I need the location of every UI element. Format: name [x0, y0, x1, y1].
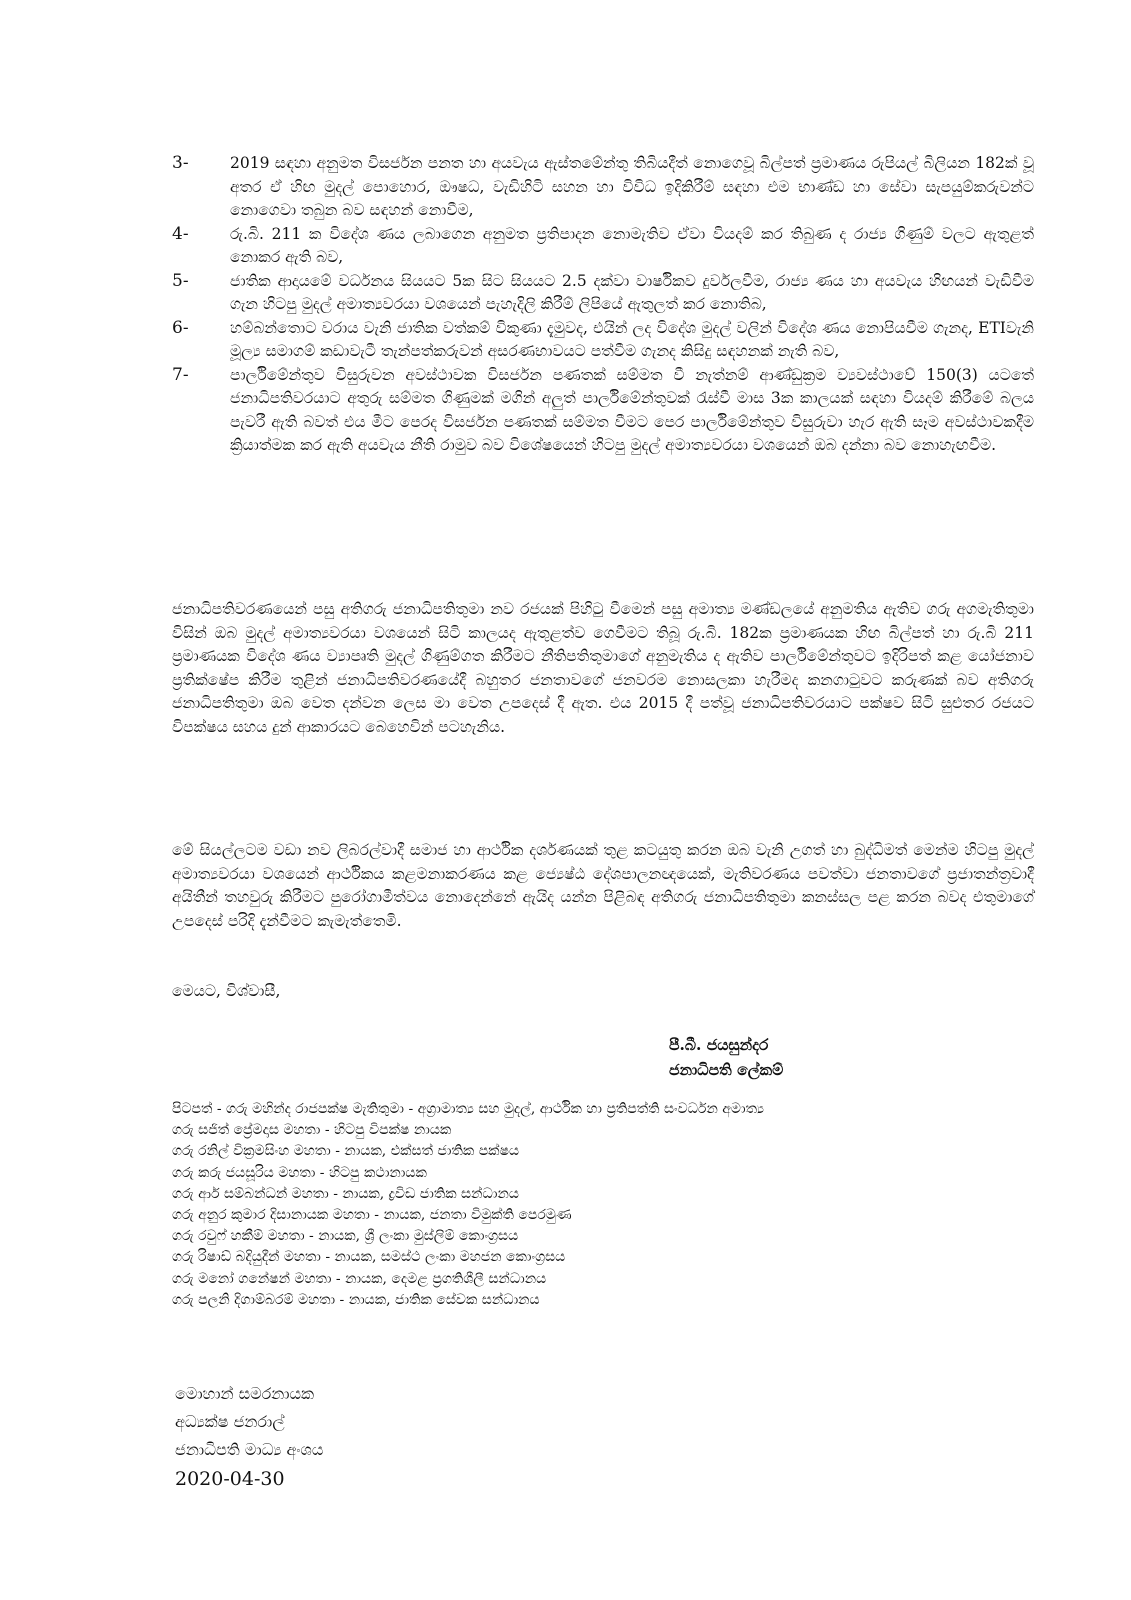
body-paragraph: ජනාධිපතිවරණයෙන් පසු අතිගරු ජනාධිපතිතුමා නව රජයක් පිහිටු වීමෙන් පසු අමාත්‍ය මණ්ඩලයේ අනුමතිය ඇතිව ගරු අගමැතිතුමා විසින් ඔබ මුදල් අමාත්‍යවරයා වශයෙන් සිටි කාලයද ඇතුළත්ව ගෙවීමට තිබූ රු.බි. 182ක ප්‍රමාණයක හිඟ බිල්පත් හා රු.බි 211 ප්‍රමාණයක විදේශ ණය ව්‍යාපෘති මුදල් ගිණුම්ගත කිරීමට නීතිපතිතුමාගේ අනුමැතිය ද ඇතිව පාර්ලිමේන්තුවට ඉදිරිපත් කළ යෝජනාව ප්‍රතික්ෂේප කිරීම තුළින් ජනාධිපතිවරණයේදී බහුතර ජනතාවගේ ජනවරම නොසලකා හැරීමද කනගාටුවට කරුණක් බව අතිගරු ජනාධිපතිතුමා ඔබ වෙත දන්වන ලෙස මා වෙත උපදෙස් දී ඇත. එය 2015 දී පත්වූ ජනාධිපතිවරයාට පක්ෂව සිටි සුළුතර රජයට විපක්ෂය සහය දුන් ආකාරයට බෙහෙවින් පටහැනිය. — [172, 600, 1034, 736]
point-number: 7- — [172, 364, 189, 385]
point-number: 5- — [172, 270, 189, 291]
point-text: පාර්ලිමේන්තුව විසුරුවන අවස්ථාවක විසර්ජන පණතක් සම්මත වී නැත්නම් ආණ්ඩුක්‍රම ව්‍යවස්ථාවේ 150(3) යටතේ ජනාධිපතිවරයාට අතුරු සම්මත ගිණුමක් මගින් අලුත් පාර්ලිමේන්තුවක් රැස්වී මාස 3ක කාලයක් සඳහා වියදම් කිරීමේ බලය පැවරී ඇති බවත් එය මීට පෙරද විසර්ජන පණතක් සම්මත වීමට පෙර පාර්ලිමේන්තුව විසුරුවා හැර ඇති සෑම අවස්ථාවකදීම ක්‍රියාත්මක කර ඇති අයවැය නීති රාමුව බව විශේෂයෙන් හිටපු මුදල් අමාත්‍යවරයා වශයෙන් ඔබ දන්නා බව නොහැඟවීම. — [230, 365, 1034, 454]
list-item — [172, 270, 1034, 317]
copy-recipient: ගරු පලනි දිගාම්බරම් මහතා - නායක, ජාතික සේවක සන්ධානය — [172, 1291, 540, 1308]
numbered-points-list — [172, 152, 1034, 458]
media-office-block — [175, 1380, 323, 1494]
signatory-name: පී.බී. ජයසුන්දර — [669, 1035, 769, 1054]
copy-recipient: ගරු ආර් සම්බන්ධන් මහතා - නායක, ද්‍රවිඩ ජාතික සන්ධානය — [172, 1185, 519, 1202]
media-division: ජනාධිපති මාධ්‍ය අංශය — [175, 1440, 324, 1459]
copy-recipient: ගරු රවුෆ් හකීම් මහතා - නායක, ශ්‍රී ලංකා මුස්ලිම් කොංග්‍රසය — [172, 1228, 519, 1245]
copy-recipient: ගරු කරු ජයසූරිය මහතා - හිටපු කථානායක — [172, 1164, 427, 1181]
list-item — [172, 152, 1034, 223]
list-item — [172, 364, 1034, 458]
copy-recipient: පිටපත් - ගරු මහින්ද රාජපක්ෂ මැතිතුමා - අග්‍රාමාත්‍ය සහ මුදල්, ආර්ථික හා ප්‍රතිපත්ති සංවර්ධන අමාත්‍ය — [172, 1101, 764, 1117]
media-officer-title: අධ්‍යක්ෂ ජනරාල් — [175, 1412, 285, 1431]
copy-recipient: ගරු මනෝ ගනේෂන් මහතා - නායක, දෙමළ ප්‍රගතිශීලී සන්ධානය — [172, 1270, 547, 1287]
body-paragraph: මේ සියල්ලටම වඩා නව ලිබරල්වාදී සමාජ හා ආර්ථික දර්ශණයක් තුළ කටයුතු කරන ඔබ වැනි උගත් හා බුද්ධිමත් මෙන්ම හිටපු මුදල් අමාත්‍යවරයා වශයෙන් ආර්ථිකය කළමනාකරණය කළ ජ්‍යෙෂ්ඨ දේශපාලනඥයෙක්, මැතිවරණය පවත්වා ජනතාවගේ ප්‍රජාතන්ත්‍රවාදී අයිතීන් තහවුරු කිරීමට පුරෝගාමීත්වය නොදෙන්නේ ඇයිද යන්න පිළිබඳ අතිගරු ජනාධිපතිතුමා කනස්සල පළ කරන බවද එතුමාගේ උපදෙස් පරිදි දැන්වීමට කැමැත්තෙමි. — [172, 841, 1034, 930]
point-number: 4- — [172, 223, 189, 244]
copy-recipient: ගරු රනිල් වික්‍රමසිංහ මහතා - නායක, එක්සත් ජාතික පක්ෂය — [172, 1143, 520, 1160]
point-text: රු.බි. 211 ක විදේශ ණය ලබාගෙන අනුමත ප්‍රතිපාදන නොමැතිව ඒවා වියදම් කර තිබුණ ද රාජ්‍ය ගිණුම් වලට ඇතුළත් නොකර ඇති බව, — [230, 224, 1034, 266]
signature-block — [669, 1032, 783, 1082]
list-item — [172, 317, 1034, 364]
signatory-title: ජනාධිපති ලේකම් — [669, 1060, 784, 1079]
media-officer-name: මොහාන් සමරනායක — [175, 1384, 315, 1403]
closing-salutation: මෙයට, විශ්වාසී, — [172, 982, 281, 1000]
copy-recipient: ගරු සජිත් ප්‍රේමදාස මහතා - හිටපු විපක්ෂ නායක — [172, 1122, 452, 1139]
point-text: 2019 සඳහා අනුමත විසර්ජන පනත හා අයවැය ඇස්තමේන්තු තිබියදීත් නොගෙවූ බිල්පත් ප්‍රමාණය රුපියල් බිලියන 182ක් වූ අතර ඒ හිඟ මුදල් පොහොර, ඖෂධ, වැඩිහිටි සහන හා විවිධ ඉදිකිරීම් සඳහා එම භාණ්ඩ හා සේවා සැපයුම්කරුවන්ට නොගෙවා තබුන බව සඳහන් නොවීම, — [230, 154, 1034, 219]
copy-recipient: ගරු රිෂාඩ් බදියුදීන් මහතා - නායක, සමස්ථ ලංකා මහජන කොංග්‍රසය — [172, 1249, 566, 1266]
document-date: 2020-04-30 — [175, 1468, 285, 1490]
point-number: 6- — [172, 317, 189, 338]
point-text: හම්බන්තොට වරාය වැනි ජාතික වත්කම් විකුණා දැමුවද, එයින් ලද විදේශ මුදල් වලින් විදේශ ණය නොපියවීම ගැනද, ETIවැනි මූල්‍ය සමාගම් කඩාවැටී තැන්පත්කරුවන් අසරණභාවයට පත්වීම ගැනද කිසිදු සඳහනක් නැති බව, — [230, 318, 1034, 360]
point-text: ජාතික ආදායමේ වර්ධනය සියයට 5ක සිට සියයට 2.5 දක්වා වාර්ෂිකව දුර්වලවීම, රාජ්‍ය ණය හා අයවැය හිඟයන් වැඩිවීම ගැන හිටපු මුදල් අමාත්‍යවරයා වශයෙන් පැහැදිලි කිරීම් ලිපියේ ඇතුලත් කර නොතිබ, — [230, 271, 1034, 313]
copies-list — [172, 1099, 764, 1311]
list-item — [172, 223, 1034, 270]
point-number: 3- — [172, 153, 189, 173]
copy-recipient: ගරු අනුර කුමාර දිසානායක මහතා - නායක, ජනතා විමුක්ති පෙරමුණ — [172, 1207, 572, 1224]
